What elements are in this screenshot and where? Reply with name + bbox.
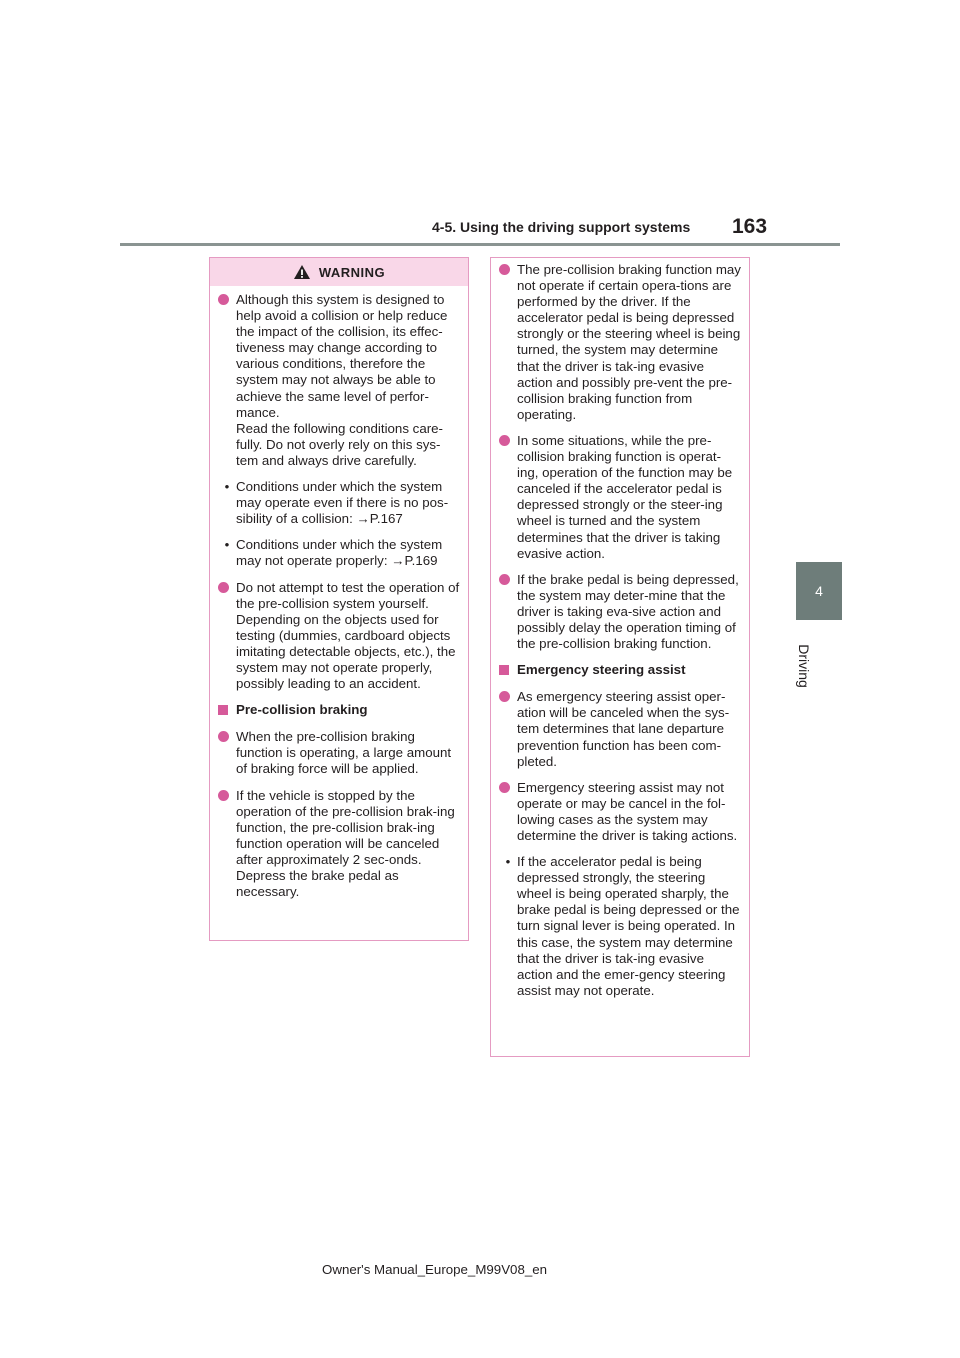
warning-content-right: [491, 258, 749, 1017]
subheading: [499, 662, 741, 679]
sub-list-item: • Conditions under which the system may not operate properly: →P.169: [218, 537, 460, 569]
bullet-dot: [499, 691, 510, 702]
bullet-square: [499, 665, 509, 675]
subheading: [218, 702, 460, 719]
paragraph: Do not attempt to test the operation of the pre-collision system yourself. Depending on the objects used for testing (dummies, cardboard objects imitating detectable objects, etc.), the system may not operate properly, possibly leading to an accident.: [236, 579, 460, 692]
warning-content-left: [210, 286, 468, 918]
paragraph: Conditions under which the system may operate even if there is no pos-sibility of a collision: →P.167: [236, 479, 449, 527]
warning-triangle-icon: [293, 264, 311, 280]
heading: Emergency steering assist: [517, 662, 686, 678]
list-item: [218, 788, 460, 901]
sub-list-item: • Conditions under which the system may operate even if there is no pos-sibility of a collision: →P.167: [218, 479, 460, 527]
bullet-dot: [499, 574, 510, 585]
sub-list-item: • If the accelerator pedal is being depressed strongly, the steering wheel is being operated sharply, the brake pedal is being depressed or the turn signal lever is being operated. In this case, the system may determine that the driver is tak-ing evasive action and the emer-gency steering assist may not operate.: [505, 854, 740, 998]
list-item: [499, 572, 741, 652]
bullet-dot: [218, 790, 229, 801]
list-item: [499, 780, 741, 844]
paragraph: Emergency steering assist may not operate or may be cancel in the fol-lowing cases as the system may determine the driver is taking actions.: [517, 779, 738, 843]
warning-label: WARNING: [318, 264, 386, 280]
bullet-dot: [499, 435, 510, 446]
paragraph: As emergency steering assist oper-ation will be canceled when the sys-tem determines that lane departure prevention function has been com-pleted.: [517, 689, 730, 769]
header-rule: [120, 243, 840, 246]
list-item: [499, 433, 741, 562]
paragraph: If the vehicle is stopped by the operation of the pre-collision brak-ing function, the pre-collision brak-ing function operation will be canceled after approximately 2 sec-onds. Depress the brake pedal as necessary.: [236, 787, 455, 900]
section-title: 4-5. Using the driving support systems: [432, 219, 691, 235]
paragraph: If the brake pedal is being depressed, the system may deter-mine that the driver is taking eva-sive action and possibly delay the operation timing of the pre-collision braking function.: [517, 571, 739, 652]
bullet-square: [218, 705, 228, 715]
list-item: [218, 292, 460, 469]
list-item: [499, 689, 741, 769]
bullet-dot: [499, 782, 510, 793]
warning-box-left: [209, 257, 469, 941]
bullet-dot: [218, 582, 229, 593]
chapter-number: 4: [815, 583, 823, 599]
paragraph: In some situations, while the pre-collision braking function is operat-ing, operation of the function may be canceled if the accelerator pedal is depressed strongly or the steer-ing wheel is turned and the system determines that the driver is taking evasive action.: [517, 432, 733, 561]
bullet-dot: [218, 294, 229, 305]
bullet-dot: [218, 731, 229, 742]
list-item: [218, 580, 460, 693]
heading: Pre-collision braking: [236, 702, 368, 718]
paragraph: When the pre-collision braking function is operating, a large amount of braking force will be applied.: [236, 729, 452, 777]
bullet-dot: [499, 264, 510, 275]
warning-box-right: [490, 257, 750, 1057]
paragraph: If the accelerator pedal is being depressed strongly, the steering wheel is being operated sharply, the brake pedal is being depressed or the turn signal lever is being operated. In this case, the system may determine that the driver is tak-ing evasive action and the emer-gency steering assist may not operate.: [517, 854, 740, 998]
warning-header: [210, 258, 468, 286]
paragraph: The pre-collision braking function may not operate if certain opera-tions are performed by the driver. If the accelerator pedal is being depressed strongly or the steering wheel is being turned, the system may determine that the driver is tak-ing evasive action and possibly pre-vent the pre-collision braking function from operating.: [517, 262, 741, 422]
chapter-tab: [796, 562, 842, 620]
footer-text: Owner's Manual_Europe_M99V08_en: [322, 1262, 548, 1277]
paragraph: Conditions under which the system may not operate properly: →P.169: [236, 537, 443, 569]
paragraph: Although this system is designed to help avoid a collision or help reduce the impact of the collision, its effec-tiveness may change according to various conditions, therefore the system may not always be able to achieve the same level of perfor-mance. Read the following conditions care-fully. Do not overly rely on this sys-tem and always drive carefully.: [236, 292, 448, 468]
chapter-label: Driving: [796, 644, 812, 688]
list-item: [218, 729, 460, 777]
list-item: [499, 262, 741, 423]
page-number: 163: [732, 215, 768, 238]
